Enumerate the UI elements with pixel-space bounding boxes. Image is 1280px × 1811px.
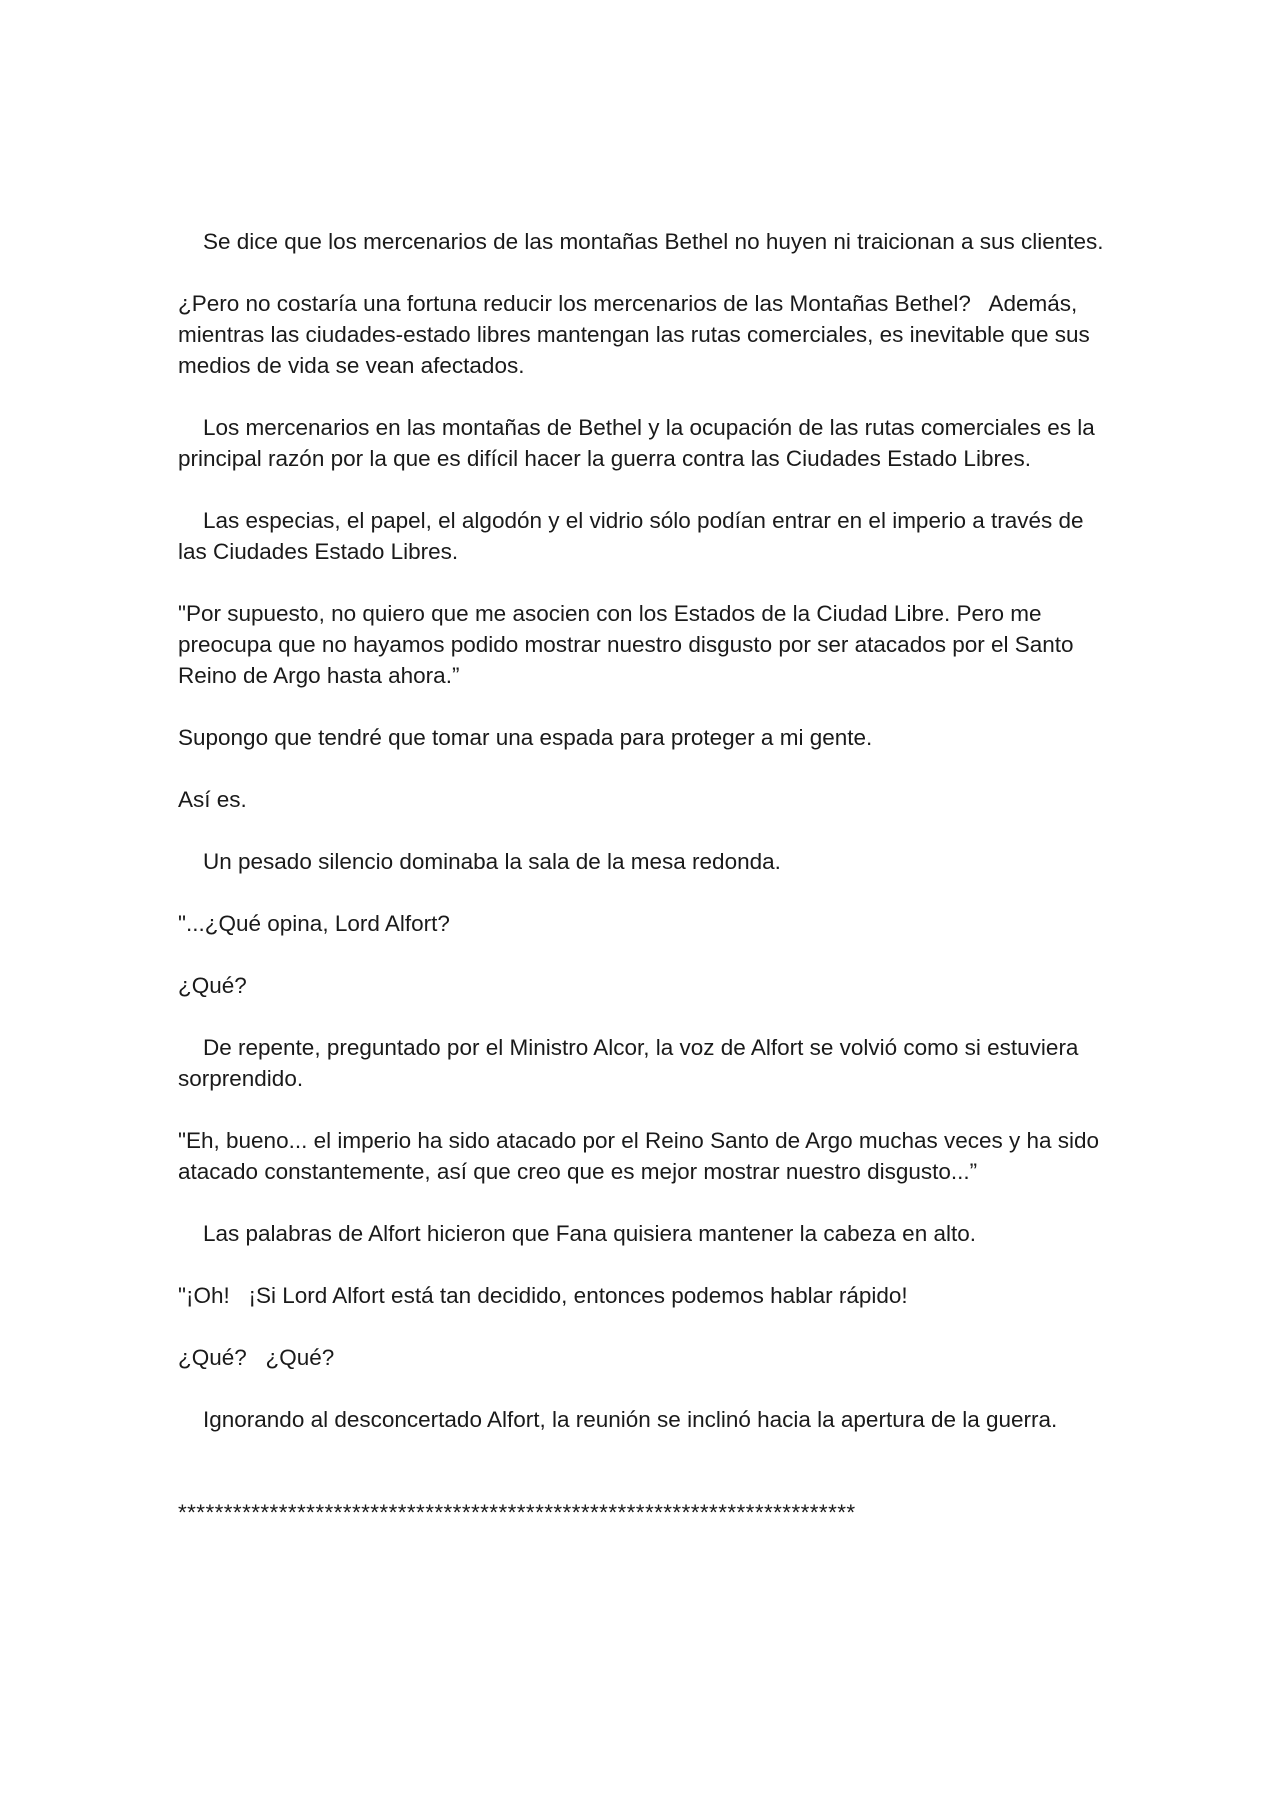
paragraph: ¿Qué? xyxy=(178,973,247,998)
paragraph: "¡Oh! ¡Si Lord Alfort está tan decidido, entonces podemos hablar rápido! xyxy=(178,1283,908,1308)
paragraph: Así es. xyxy=(178,787,247,812)
paragraph: ¿Qué? ¿Qué? xyxy=(178,1345,335,1370)
section-separator: ************************************************************************** xyxy=(178,1500,856,1525)
paragraph: Supongo que tendré que tomar una espada para proteger a mi gente. xyxy=(178,725,873,750)
paragraph: "...¿Qué opina, Lord Alfort? xyxy=(178,911,450,936)
document-body xyxy=(178,226,1108,1528)
paragraph: ¿Pero no costaría una fortuna reducir los mercenarios de las Montañas Bethel? Además, mientras las ciudades-estado libres mantengan las rutas comerciales, es inevitable que sus medios de vida se vean afectados. xyxy=(178,291,1096,378)
paragraph: Los mercenarios en las montañas de Bethel y la ocupación de las rutas comerciales es la principal razón por la que es difícil hacer la guerra contra las Ciudades Estado Libres. xyxy=(178,415,1101,471)
paragraph: De repente, preguntado por el Ministro Alcor, la voz de Alfort se volvió como si estuviera sorprendido. xyxy=(178,1035,1085,1091)
paragraph: Ignorando al desconcertado Alfort, la reunión se inclinó hacia la apertura de la guerra. xyxy=(203,1407,1058,1432)
paragraph: Se dice que los mercenarios de las montañas Bethel no huyen ni traicionan a sus clientes. xyxy=(203,229,1104,254)
paragraph: Un pesado silencio dominaba la sala de la mesa redonda. xyxy=(203,849,781,874)
paragraph: "Por supuesto, no quiero que me asocien con los Estados de la Ciudad Libre. Pero me preocupa que no hayamos podido mostrar nuestro disgusto por ser atacados por el Santo Reino de Argo hasta ahora.” xyxy=(178,601,1080,688)
paragraph: "Eh, bueno... el imperio ha sido atacado por el Reino Santo de Argo muchas veces y ha sido atacado constantemente, así que creo que es mejor mostrar nuestro disgusto...” xyxy=(178,1128,1106,1184)
paragraph: Las palabras de Alfort hicieron que Fana quisiera mantener la cabeza en alto. xyxy=(203,1221,976,1246)
paragraph: Las especias, el papel, el algodón y el vidrio sólo podían entrar en el imperio a través de las Ciudades Estado Libres. xyxy=(178,508,1090,564)
